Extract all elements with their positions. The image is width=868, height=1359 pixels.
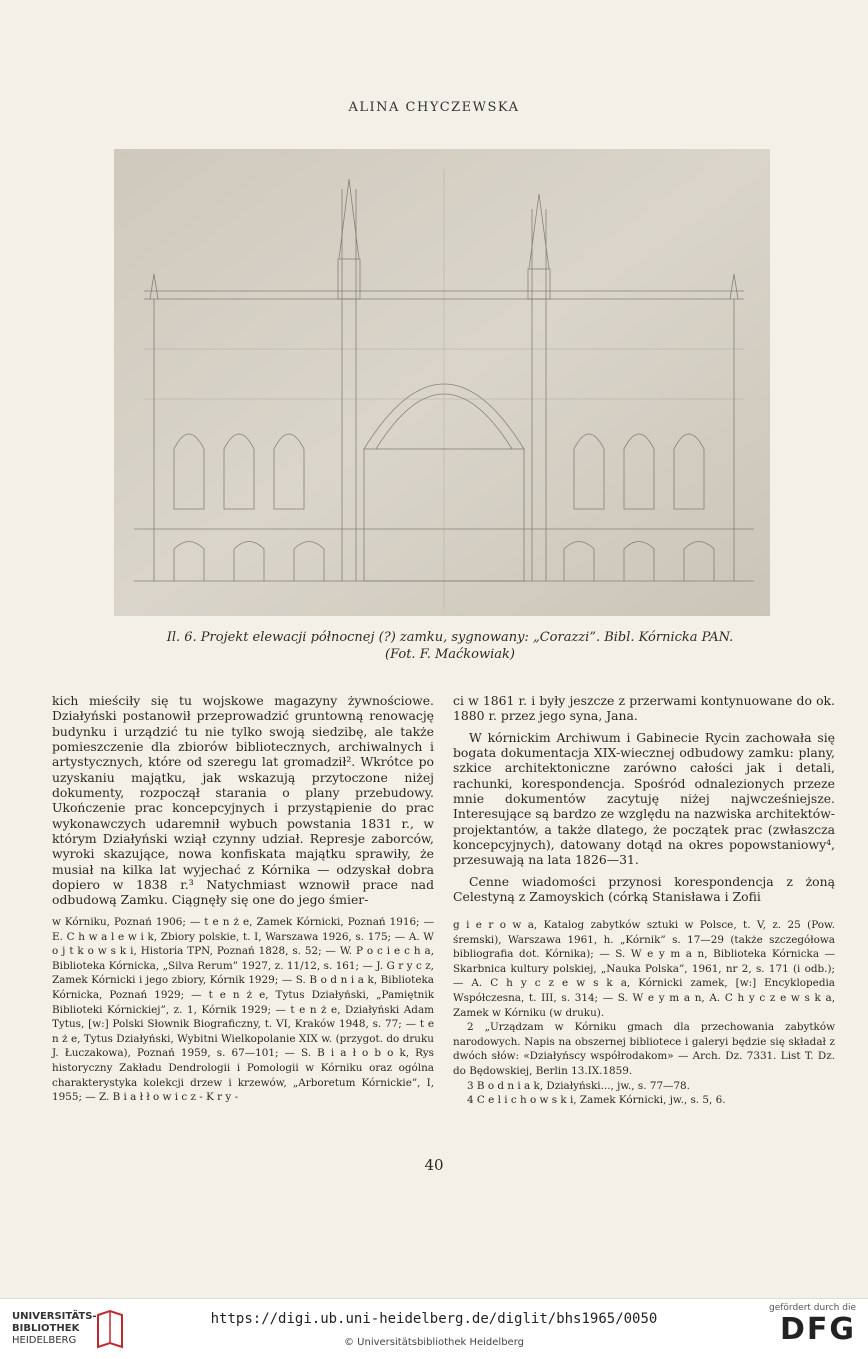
dfg-label: gefördert durch die [769, 1303, 856, 1313]
footnote-4: 4 C e l i c h o w s k i, Zamek Kórnicki, jw., s. 5, 6. [467, 1094, 726, 1107]
logo-line-2: BIBLIOTHEK [12, 1323, 80, 1334]
dfg-funding-logo[interactable] [744, 1303, 856, 1347]
page-number: 40 [424, 1156, 444, 1174]
footnote-text: g i e r o w a, Katalog zabytków sztuki w Polsce, t. V, z. 25 (Pow. śremski), Warszawa 1961, h. „Kórnik” s. 17—29 (także szczegółowa bibliografia dot. Kórnika); — S. W e y m a n, Biblioteka Kórnicka — Skarbnica kultury polskiej, „Nauka Polska”, 1961, nr 2, s. 171 (i odb.); — A. C h y c z e w s k a, Kórnicki zamek, [w:] Encyklopedia Współczesna, t. III, s. 314; — S. W e y m a n, A. C h y c z e w s k a, Zamek w Kórniku (w druku). [453, 919, 835, 1019]
logo-line-3: HEIDELBERG [12, 1335, 77, 1346]
body-paragraph: Cenne wiadomości przynosi korespondencja z żoną Celestyną z Zamoyskich (córką Stanisława i Zofii [453, 873, 835, 905]
footnotes-left [52, 915, 434, 1105]
facade-sketch-image [114, 149, 770, 616]
architectural-drawing-figure [114, 149, 770, 616]
body-paragraph: kich mieściły się tu wojskowe magazyny żywnościowe. Działyński postanowił przeprowadzić gruntowną renowację budynku i urządzić tu nie tylko swoją siedzibę, ale także pomieszczenie dla zbiorów bibliotecznych, archiwalnych i artystycznych, które od szeregu lat gromadził². Wkrótce po uzyskaniu majątku, jak wskazują przytoczone niżej dokumenty, rozpoczął starania o plany przebudowy. Ukończenie prac koncepcyjnych i przystąpienie do prac wykonawczych udaremnił wybuch powstania 1831 r., w którym Działyński wziął czynny udział. Represje zaborców, wyroki skazujące, nowa konfiskata majątku sprawiły, że musiał na kilka lat wyjechać z Kórnika — odzyskał dobra dopiero w 1838 r.³ Natychmiast wznowił prace nad odbudową Zamku. Ciągnęły się one do jego śmier- [52, 693, 434, 908]
footnote-2: 2 „Urządzam w Kórniku gmach dla przechowania zabytków narodowych. Napis na obszernej bibliotece i galeryi będzie się składał z dwóch słów: «Działyńscy współrodakom» — Arch. Dz. 7331. List T. Dz. do Będowskiej, Berlin 13.IX.1859. [453, 1021, 835, 1077]
running-header: ALINA CHYCZEWSKA [348, 100, 520, 115]
footnote-3: 3 B o d n i a k, Działyński..., jw., s. 77—78. [467, 1079, 690, 1092]
dfg-wordmark: DFG [779, 1312, 856, 1347]
copyright-notice: © Universitätsbibliothek Heidelberg [343, 1337, 524, 1348]
viewer-footer [0, 1298, 868, 1359]
footnotes-right [453, 918, 835, 1108]
body-paragraph: W kórnickim Archiwum i Gabinecie Rycin zachowała się bogata dokumentacja XIX-wiecznej odbudowy zamku: plany, szkice architektoniczne zarówno całości jak i detali, rachunki, korespondencja. Spośród odnalezionych przeze mnie dokumentów zacytuję niżej najwcześniejsze. Interesujące są bardzo ze względu na nazwiska architektów-projektantów, a także dlatego, że początek prac (zwłaszcza koncepcyjnych), datowany dotąd na okres popowstaniowy⁴, przesuwają na lata 1826—31. [453, 729, 835, 868]
footnote-text: w Kórniku, Poznań 1906; — t e n ż e, Zamek Kórnicki, Poznań 1916; — E. C h w a l e w i k, Zbiory polskie, t. I, Warszawa 1926, s. 175; — A. W o j t k o w s k i, Historia TPN, Poznań 1828, s. 52; — W. P o c i e c h a, Biblioteka Kórnicka, „Silva Rerum” 1927, z. 11/12, s. 161; — J. G r y c z, Zamek Kórnicki i jego zbiory, Kórnik 1929; — S. B o d n i a k, Biblioteka Kórnicka, Poznań 1929; — t e n ż e, Tytus Działyński, „Pamiętnik Biblioteki Kórnickiej”, z. 1, Kórnik 1929; — t e n ż e, Działyński Adam Tytus, [w:] Polski Słownik Biograficzny, t. VI, Kraków 1948, s. 77; — t e n ż e, Tytus Działyński, Wybitni Wielkopolanie XIX w. (przygot. do druku J. Łuczakowa), Poznań 1959, s. 67—101; — S. B i a ł o b o k, Rys historyczny Zakładu Dendrologii i Pomologii w Kórniku oraz ogólna charakterystyka kolekcji drzew i krzewów, „Arboretum Kórnickie”, I, 1955; — Z. B i a ł ł o w i c z - K r y - [52, 916, 434, 1104]
body-column-left [52, 693, 434, 908]
body-paragraph: ci w 1861 r. i były jeszcze z przerwami kontynuowane do ok. 1880 r. przez jego syna, Jana. [453, 693, 835, 724]
figure-caption [70, 629, 830, 663]
caption-line-2: (Fot. F. Maćkowiak) [385, 647, 515, 662]
logo-line-1: UNIVERSITÄTS- [12, 1311, 97, 1322]
caption-line-1: Il. 6. Projekt elewacji północnej (?) zamku, sygnowany: „Corazzi”. Bibl. Kórnicka PAN. [166, 630, 734, 645]
permalink-url[interactable]: https://digi.ub.uni-heidelberg.de/diglit/bhs1965/0050 [210, 1311, 658, 1327]
body-column-right [453, 693, 835, 904]
